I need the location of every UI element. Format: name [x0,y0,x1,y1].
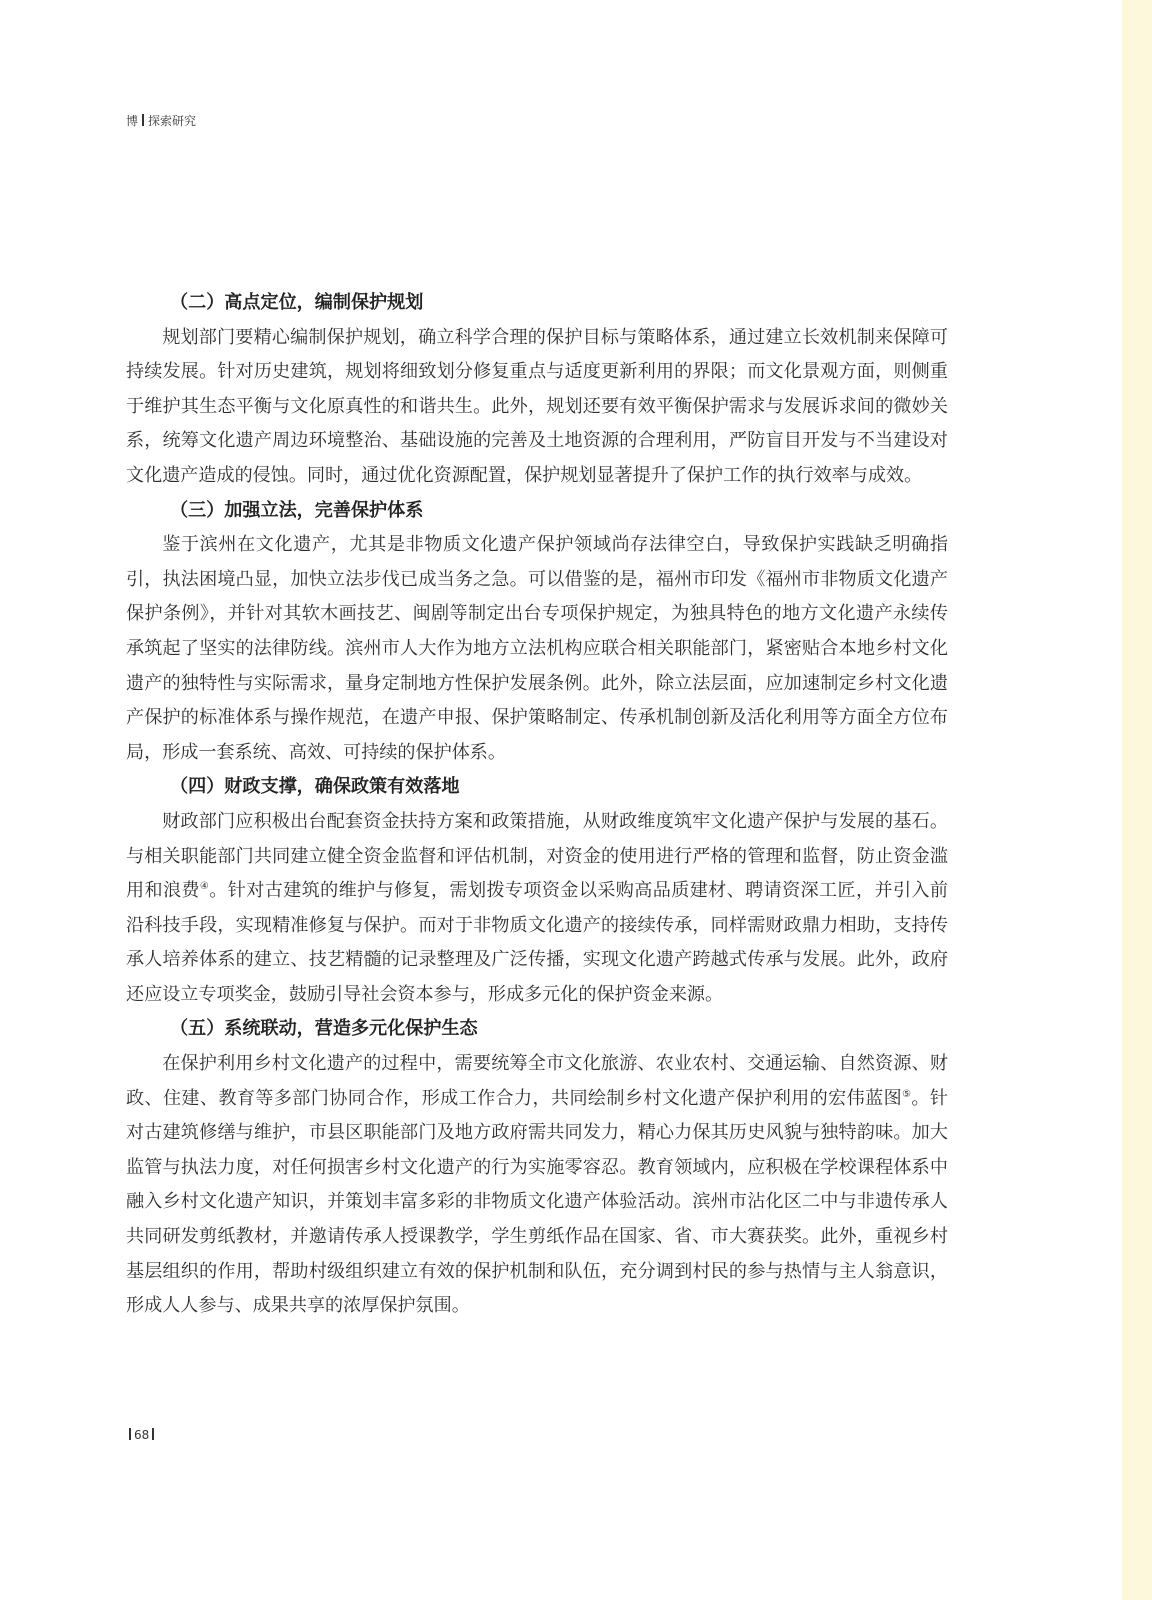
section-paragraph-2: 规划部门要精心编制保护规划，确立科学合理的保护目标与策略体系，通过建立长效机制来保障可持续发展。针对历史建筑，规划将细致划分修复重点与适度更新利用的界限；而文化景观方面，则侧重于维护其生态平衡与文化原真性的和谐共生。此外，规划还要有效平衡保护需求与发展诉求间的微妙关系，统筹文化遗产周边环境整治、基础设施的完善及土地资源的合理利用，严防盲目开发与不当建设对文化遗产造成的侵蚀。同时，通过优化资源配置，保护规划显著提升了保护工作的执行效率与成效。 [126,326,948,486]
page-number-left-bar [129,1428,131,1440]
paragraph-text: 。针对古建筑的维护与修复，需划拨专项资金以采购高品质建材、聘请资深工匠，并引入前沿科技手段，实现精准修复与保护。而对于非物质文化遗产的接续传承，同样需财政鼎力相助，支持传承人培养体系的建立、技艺精髓的记录整理及广泛传播，实现文化遗产跨越式传承与发展。此外，政府还应设立专项奖金，鼓励引导社会资本参与，形成多元化的保护资金来源。 [126,880,948,1005]
page-number-value: 68 [134,1428,150,1442]
section-paragraph-5 [126,1047,948,1324]
section-heading-3: （三）加强立法，完善保护体系 [170,499,424,521]
page-number-right-bar [152,1428,154,1440]
header-brand: 博 [126,114,139,128]
running-header [126,112,196,129]
paragraph-text: 在保护利用乡村文化遗产的过程中，需要统筹全市文化旅游、农业农村、交通运输、自然资源、财政、住建、教育等多部门协同合作，形成工作合力，共同绘制乡村文化遗产保护利用的宏伟蓝图 [126,1053,948,1109]
footnote-marker: ⑤ [902,1088,912,1100]
page-edge-strip [1122,0,1152,1600]
header-divider [142,114,144,126]
section-heading-5: （五）系统联动，营造多元化保护生态 [170,1018,478,1040]
paragraph-text: 。针对古建筑修缮与维护，市县区职能部门及地方政府需共同发力，精心力保其历史风貌与独特韵味。加大监管与执法力度，对任何损害乡村文化遗产的行为实施零容忍。教育领域内，应积极在学校课程体系中融入乡村文化遗产知识，并策划丰富多彩的非物质文化遗产体验活动。滨州市沾化区二中与非遗传承人共同研发剪纸教材，并邀请传承人授课教学，学生剪纸作品在国家、省、市大赛获奖。此外，重视乡村基层组织的作用，帮助村级组织建立有效的保护机制和队伍，充分调到村民的参与热情与主人翁意识，形成人人参与、成果共享的浓厚保护氛围。 [126,1087,948,1317]
paragraph-text: 财政部门应积极出台配套资金扶持方案和政策措施，从财政维度筑牢文化遗产保护与发展的基石。与相关职能部门共同建立健全资金监督和评估机制，对资金的使用进行严格的管理和监督，防止资金滥用和浪费 [126,810,948,902]
section-paragraph-3: 鉴于滨州在文化遗产，尤其是非物质文化遗产保护领域尚存法律空白，导致保护实践缺乏明确指引，执法困境凸显，加快立法步伐已成当务之急。可以借鉴的是，福州市印发《福州市非物质文化遗产保护条例》，并针对其软木画技艺、闽剧等制定出台专项保护规定，为独具特色的地方文化遗产永续传承筑起了坚实的法律防线。滨州市人大作为地方立法机构应联合相关职能部门，紧密贴合本地乡村文化遗产的独特性与实际需求，量身定制地方性保护发展条例。此外，除立法层面，应加速制定乡村文化遗产保护的标准体系与操作规范，在遗产申报、保护策略制定、传承机制创新及活化利用等方面全方位布局，形成一套系统、高效、可持续的保护体系。 [126,534,948,763]
article-body [126,286,948,1324]
header-section: 探索研究 [148,114,197,128]
section-heading-2: （二）高点定位，编制保护规划 [170,292,424,313]
page-number [126,1428,157,1442]
section-paragraph-4 [126,805,948,1013]
footnote-marker: ④ [199,881,210,893]
section-heading-4: （四）财政支撑，确保政策有效落地 [170,776,460,798]
